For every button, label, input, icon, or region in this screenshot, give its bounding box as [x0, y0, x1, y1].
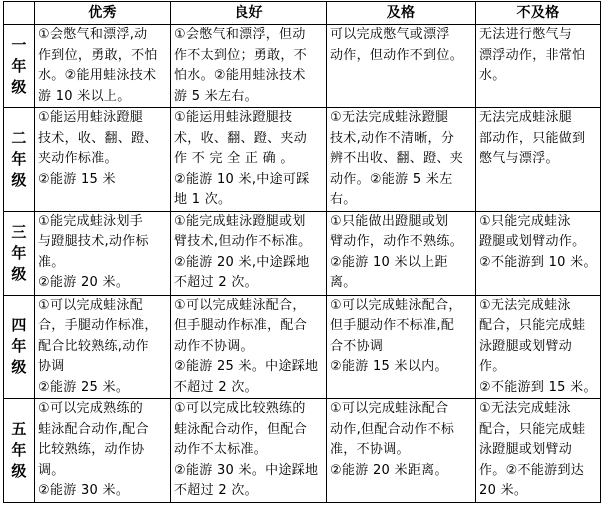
- grade-label: 四 年 级: [4, 295, 35, 399]
- table-row: [4, 25, 601, 108]
- table-row: [4, 211, 601, 295]
- cell-fail: 无法完成蛙泳腿 部动作，只能做到 憋气与漂浮。: [476, 108, 601, 212]
- table-row: [4, 295, 601, 399]
- cell-excellent: ①会憋气和漂浮,动 作到位，勇敢，不怕 水。②能用蛙泳技术 游 10 米以上。: [35, 25, 171, 108]
- cell-excellent: ①可以完成蛙泳配 合，手腿动作标准， 配合比较熟练,动作 协调 ②能游 25 米。: [35, 295, 171, 399]
- cell-pass: 可以完成憋气或漂浮 动作，但动作不到位。: [327, 25, 476, 108]
- header-row: [4, 2, 601, 25]
- grade-label: 一 年 级: [4, 25, 35, 108]
- header-corner: [4, 2, 35, 25]
- cell-pass: ①无法完成蛙泳蹬腿 技术,动作不清晰，分 辨不出收、翻、蹬、夹 动作。②能游 5 米左 右。: [327, 108, 476, 212]
- grade-label: 三 年 级: [4, 211, 35, 295]
- header-excellent: 优秀: [35, 2, 171, 25]
- cell-excellent: ①能运用蛙泳蹬腿 技术，收、翻、蹬、 夹动作标准。 ②能游 15 米: [35, 108, 171, 212]
- cell-fail: ①只能完成蛙泳 蹬腿或划臂动作。 ②不能游到 10 米。: [476, 211, 601, 295]
- cell-fail: ①无法完成蛙泳 配合，只能完成蛙 泳蹬腿或划臂动 作。②不能游到达 20 米。: [476, 399, 601, 503]
- cell-fail: 无法进行憋气与 漂浮动作，非常怕 水。: [476, 25, 601, 108]
- cell-good: ①可以完成比较熟练的 蛙泳配合动作，但配合 动作不太标准。 ②能游 30 米。中途踩地 不超过 2 次。: [171, 399, 327, 503]
- cell-good: ①能完成蛙泳蹬腿或划 臂技术,但动作不标准。 ②能游 20 米,中途踩地 不超过 2 次。: [171, 211, 327, 295]
- cell-good: ①会憋气和漂浮，但动 作不太到位；勇敢，不 怕水。②能用蛙泳技术 游 5 米左右。: [171, 25, 327, 108]
- table-row: [4, 399, 601, 503]
- cell-excellent: ①可以完成熟练的 蛙泳配合动作,配合 比较熟练，动作协 调。 ②能游 30 米。: [35, 399, 171, 503]
- cell-pass: ①可以完成蛙泳配合 动作,但配合动作不标 准，不协调。 ②能游 20 米距离。: [327, 399, 476, 503]
- cell-pass: ①只能做出蹬腿或划 臂动作，动作不熟练。 ②能游 10 米以上距 离。: [327, 211, 476, 295]
- cell-good: ①能运用蛙泳蹬腿技 术，收、翻、蹬、夹动 作 不 完 全 正 确 。 ②能游 10 米,中途可踩 地 1 次。: [171, 108, 327, 212]
- cell-pass: ①可以完成蛙泳配合， 但手腿动作不标准,配 合不协调 ②能游 15 米以内。: [327, 295, 476, 399]
- grade-label: 五 年 级: [4, 399, 35, 503]
- header-good: 良好: [171, 2, 327, 25]
- swimming-standards-table: [3, 1, 601, 503]
- grade-label: 二 年 级: [4, 108, 35, 212]
- header-fail: 不及格: [476, 2, 601, 25]
- cell-good: ①可以完成蛙泳配合， 但手腿动作标准，配合 动作不协调。 ②能游 25 米。中途踩地 不超过 2 次。: [171, 295, 327, 399]
- table-row: [4, 108, 601, 212]
- cell-fail: ①无法完成蛙泳 配合，只能完成蛙 泳蹬腿或划臂动 作。 ②不能游到 15 米。: [476, 295, 601, 399]
- header-pass: 及格: [327, 2, 476, 25]
- cell-excellent: ①能完成蛙泳划手 与蹬腿技术,动作标 准。 ②能游 20 米。: [35, 211, 171, 295]
